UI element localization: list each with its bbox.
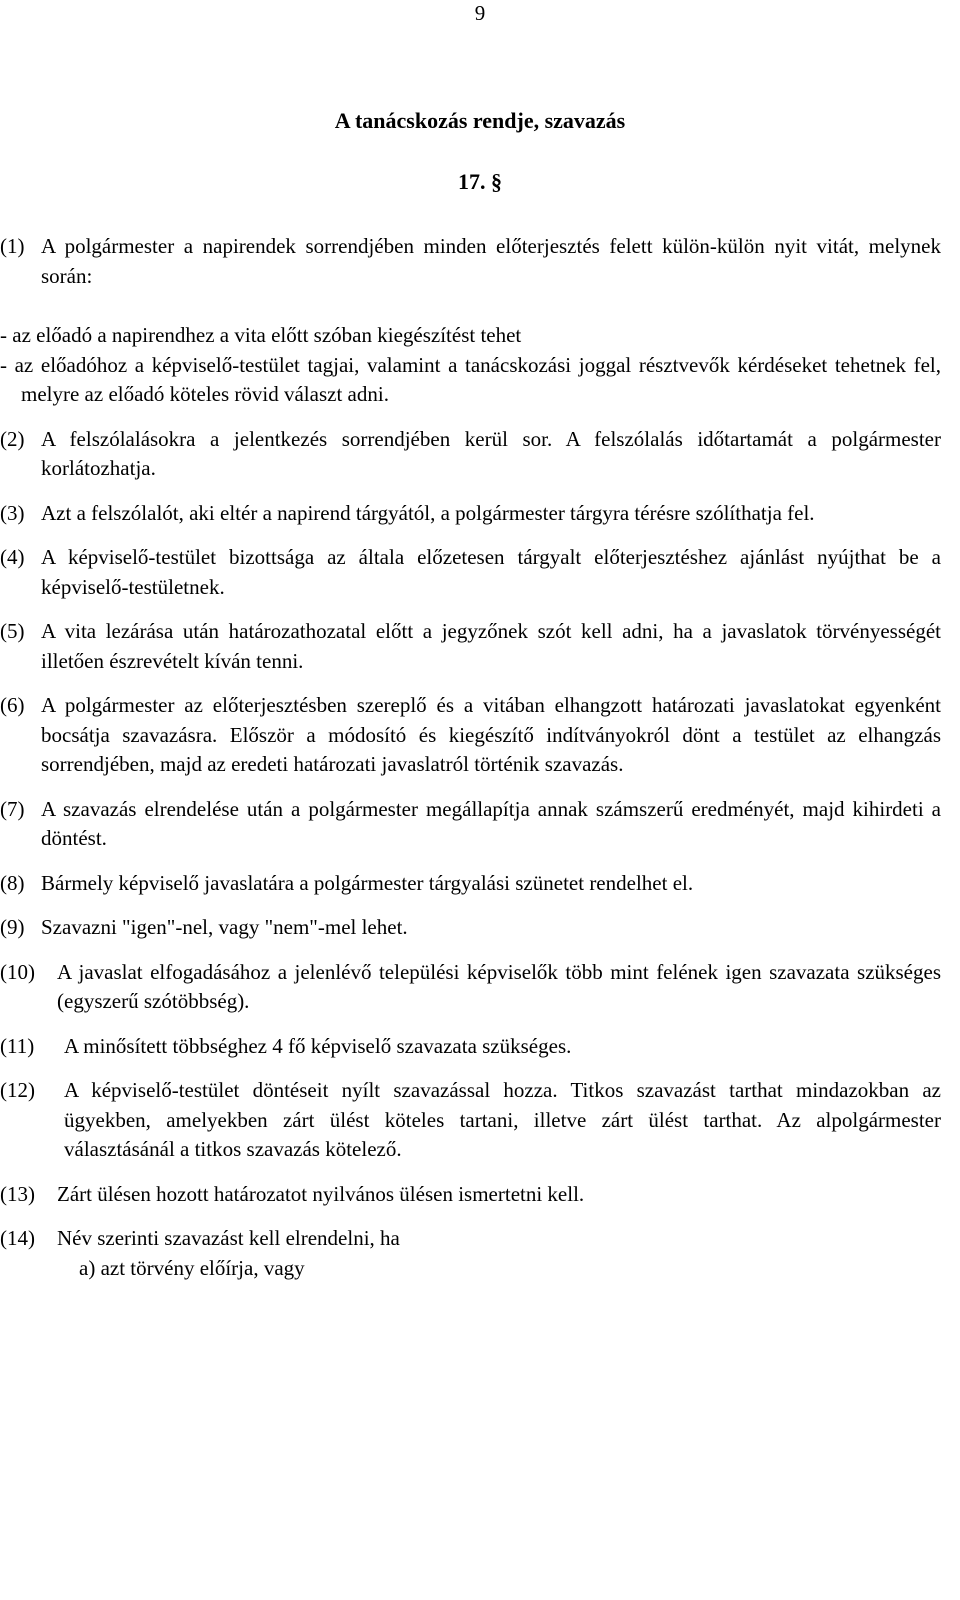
paragraph-text: A képviselő-testület döntéseit nyílt szavazással hozza. Titkos szavazást tarthat mindazokban az ügyekben, amelyekben zárt ülést köteles tartani, illetve zárt ülést tarthat. Az alpolgármester választásánál a titkos szavazás kötelező. (64, 1078, 941, 1161)
paragraph-text: A minősített többséghez 4 fő képviselő szavazata szükséges. (64, 1033, 572, 1058)
paragraph-text: A polgármester a napirendek sorrendjében minden előterjesztés felett külön-külön nyit vitát, melynek során: (41, 234, 941, 288)
list-item: a) azt törvény előírja, vagy (79, 1255, 305, 1280)
paragraph-1 (0, 232, 960, 291)
paragraph-number: (5) (0, 619, 25, 643)
paragraph-text: A javaslat elfogadásához a jelenlévő települési képviselők több mint felének igen szavazata szükséges (egyszerű szótöbbség). (57, 959, 941, 1013)
list-item-text: - az előadó a napirendhez a vita előtt szóban kiegészítést tehet (0, 323, 522, 347)
paragraph-text: A felszólalásokra a jelentkezés sorrendjében kerül sor. A felszólalás időtartamát a polgármester korlátozhatja. (41, 426, 941, 480)
document-body (0, 232, 960, 1283)
paragraph-13 (0, 1180, 960, 1210)
paragraph-text: Azt a felszólalót, aki eltér a napirend tárgyától, a polgármester tárgyra térésre szólíthatja fel. (41, 500, 815, 525)
section-heading: 17. § (458, 169, 502, 194)
paragraph-text: A polgármester az előterjesztésben szereplő és a vitában elhangzott határozati javaslatokat egyenként bocsátja szavazásra. Először a módosító és kiegészítő indítványokról dönt a testület az elhangzás sorrendjében, majd az eredeti határozati javaslatról történik szavazás. (41, 693, 941, 776)
paragraph-number: (10) (0, 959, 35, 984)
paragraph-number: (4) (0, 545, 25, 569)
list-item (0, 351, 960, 410)
paragraph-text: Név szerinti szavazást kell elrendelni, ha (57, 1226, 400, 1250)
paragraph-number: (7) (0, 796, 25, 821)
paragraph-text: Bármely képviselő javaslatára a polgármester tárgyalási szünetet rendelhet el. (41, 870, 694, 895)
paragraph-number: (9) (0, 915, 25, 939)
paragraph-text: A szavazás elrendelése után a polgármester megállapítja annak számszerű eredményét, majd kihirdeti a döntést. (41, 796, 941, 850)
list-item (0, 321, 960, 351)
paragraph-number: (6) (0, 693, 25, 717)
paragraph-6 (0, 691, 960, 780)
paragraph-5 (0, 617, 960, 676)
paragraph-text: A képviselő-testület bizottsága az általa előzetesen tárgyalt előterjesztéshez ajánlást nyújthat be a képviselő-testületnek. (41, 545, 941, 599)
paragraph-3 (0, 499, 960, 529)
paragraph-14 (0, 1224, 960, 1254)
paragraph-number: (8) (0, 870, 25, 895)
page-number: 9 (474, 1, 486, 25)
paragraph-number: (3) (0, 500, 25, 525)
paragraph-text: A vita lezárása után határozathozatal előtt a jegyzőnek szót kell adni, ha a javaslatok törvényességét illetően észrevételt kíván tenni. (41, 619, 941, 673)
paragraph-number: (11) (0, 1033, 35, 1058)
paragraph-text: Zárt ülésen hozott határozatot nyilvános ülésen ismertetni kell. (57, 1181, 585, 1206)
paragraph-9 (0, 913, 960, 943)
paragraph-8 (0, 869, 960, 899)
paragraph-2 (0, 425, 960, 484)
paragraph-11 (0, 1032, 960, 1062)
paragraph-4 (0, 543, 960, 602)
paragraph-number: (13) (0, 1181, 35, 1206)
paragraph-10 (0, 958, 960, 1017)
paragraph-number: (12) (0, 1078, 35, 1102)
chapter-title: A tanácskozás rendje, szavazás (334, 108, 626, 133)
paragraph-number: (14) (0, 1226, 35, 1250)
paragraph-number: (1) (0, 234, 25, 258)
paragraph-number: (2) (0, 426, 25, 451)
list-item-text: - az előadóhoz a képviselő-testület tagjai, valamint a tanácskozási joggal résztvevők kérdéseket tehetnek fel, melyre az előadó köteles rövid választ adni. (0, 352, 941, 406)
paragraph-7 (0, 795, 960, 854)
paragraph-text: Szavazni "igen"-nel, vagy "nem"-mel lehet. (41, 915, 408, 939)
paragraph-12 (0, 1076, 960, 1165)
